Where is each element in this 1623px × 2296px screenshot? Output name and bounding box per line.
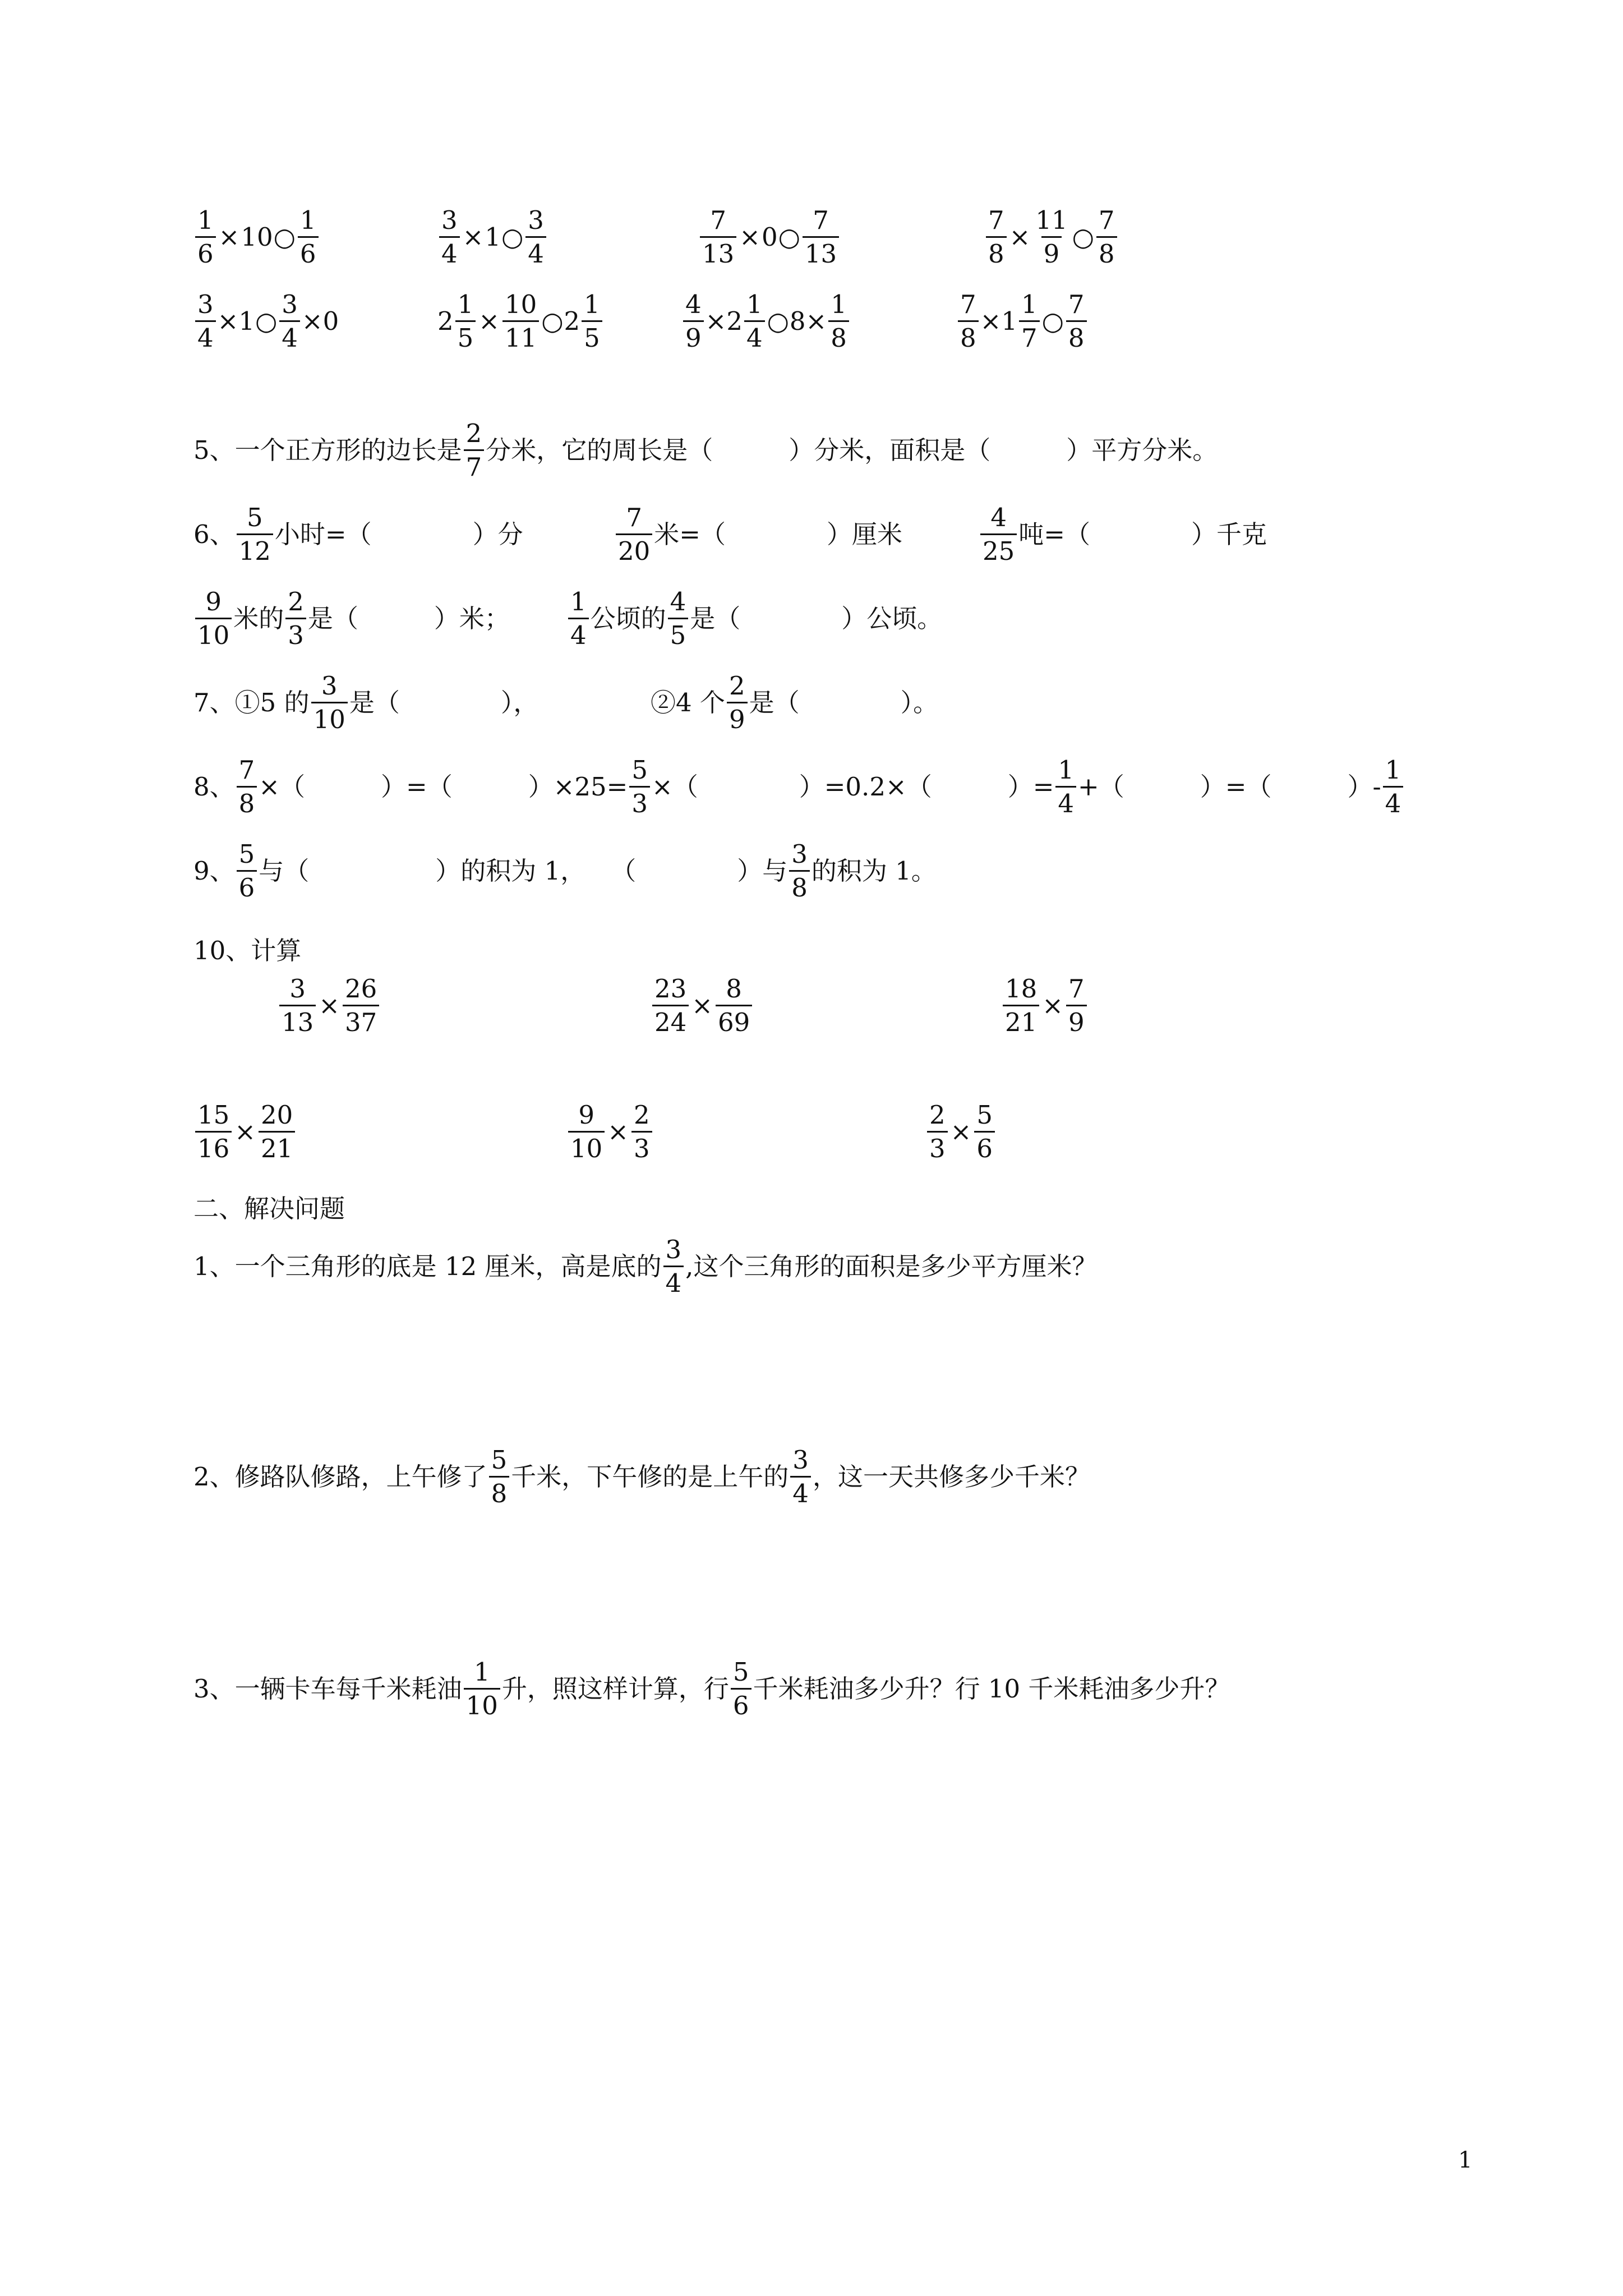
fraction: $\frac{20}{21}$	[259, 1102, 295, 1161]
fraction: $\frac{3}{4}$	[525, 208, 546, 266]
compare-row-1-expr-1: $\frac{1}{6}$ × 10 ○ $\frac{1}{6}$	[193, 208, 320, 266]
compare-row-2-expr-1: $\frac{3}{4}$ ×1 ○ $\frac{3}{4}$ ×0	[193, 292, 339, 351]
fraction: $\frac{2}{9}$	[727, 673, 748, 732]
question-7-part-2: ②4 个 $\frac{2}{9}$ 是（ ）。	[651, 671, 939, 734]
compare-row-2-expr-2: 2 $\frac{1}{5}$ × $\frac{10}{11}$ ○ 2 $\frac{1}{5}$	[437, 292, 604, 351]
page-number: 1	[1458, 2147, 1473, 2173]
fraction: $\frac{9}{10}$	[568, 1102, 605, 1161]
compare-row-1-expr-2: $\frac{3}{4}$ × 1 ○ $\frac{3}{4}$	[437, 208, 548, 266]
calc-row-1-item-3: $\frac{18}{21}$ × $\frac{7}{9}$	[1001, 976, 1089, 1035]
fraction: $\frac{5}{8}$	[489, 1447, 510, 1506]
fraction: $\frac{1}{8}$	[828, 292, 849, 351]
fraction: $\frac{2}{3}$	[927, 1102, 948, 1161]
section-2-title: 二、解决问题	[193, 1194, 345, 1223]
fraction: $\frac{2}{7}$	[464, 421, 485, 480]
compare-circle[interactable]: ○	[255, 306, 278, 336]
fraction: $\frac{7}{9}$	[1066, 976, 1087, 1035]
fraction: $\frac{4}{9}$	[683, 292, 704, 351]
question-6-line-2: $\frac{9}{10}$ 米的 $\frac{2}{3}$ 是（ ）米；	[193, 589, 510, 648]
fraction: $\frac{5}{12}$	[237, 505, 273, 564]
question-9: 9、 $\frac{5}{6}$ 与（ ）的积为 1， （ ）与 $\frac{3}{8}$ 的积为 1。	[193, 839, 937, 903]
fraction: $\frac{26}{37}$	[343, 976, 379, 1035]
compare-circle[interactable]: ○	[541, 306, 564, 336]
compare-circle[interactable]: ○	[273, 222, 296, 252]
problem-3: 3、一辆卡车每千米耗油 $\frac{1}{10}$ 升，照这样计算，行 $\frac{5}{6}$ 千米耗油多少升？行 10 千米耗油多少升？	[193, 1657, 1230, 1720]
compare-circle[interactable]: ○	[501, 222, 524, 252]
fraction: $\frac{7}{8}$	[958, 292, 979, 351]
calc-row-2-item-3: $\frac{2}{3}$ × $\frac{5}{6}$	[925, 1102, 997, 1161]
fraction: $\frac{1}{4}$	[1055, 757, 1076, 816]
fraction: $\frac{10}{11}$	[502, 292, 539, 351]
compare-row-2-expr-3: $\frac{4}{9}$ ×2 $\frac{1}{4}$ ○ 8× $\frac{1}{8}$	[681, 292, 851, 351]
fraction: $\frac{2}{3}$	[285, 589, 306, 648]
fraction: $\frac{4}{5}$	[668, 589, 689, 648]
fraction: $\frac{3}{4}$	[663, 1237, 684, 1296]
fraction: $\frac{8}{69}$	[716, 976, 752, 1035]
calc-row-2-item-1: $\frac{15}{16}$ × $\frac{20}{21}$	[193, 1102, 297, 1161]
question-10-title: 10、计算	[193, 936, 302, 965]
fraction: $\frac{5}{6}$	[974, 1102, 995, 1161]
fraction: $\frac{7}{20}$	[616, 505, 652, 564]
problem-2: 2、修路队修路，上午修了 $\frac{5}{8}$ 千米，下午修的是上午的 $\frac{3}{4}$ ，这一天共修多少千米？	[193, 1445, 1090, 1508]
question-6-line-2-part-2: $\frac{1}{4}$ 公顷的 $\frac{4}{5}$ 是（ ）公顷。	[566, 589, 942, 648]
fraction: $\frac{3}{10}$	[311, 673, 348, 732]
fraction: $\frac{9}{10}$	[195, 589, 232, 648]
fraction: $\frac{7}{13}$	[803, 208, 839, 266]
fraction: $\frac{1}{4}$	[568, 589, 589, 648]
fraction: $\frac{1}{6}$	[298, 208, 319, 266]
calc-row-1-item-1: $\frac{3}{13}$ × $\frac{26}{37}$	[278, 976, 381, 1035]
fraction: $\frac{3}{4}$	[439, 208, 460, 266]
question-6-line-1: 6、 $\frac{5}{12}$ 小时=（ ）分	[193, 503, 523, 566]
fraction: $\frac{11}{9}$	[1035, 205, 1068, 269]
fraction: $\frac{7}{8}$	[1096, 208, 1117, 266]
fraction: $\frac{3}{8}$	[789, 841, 810, 900]
fraction: $\frac{15}{16}$	[195, 1102, 232, 1161]
question-6-item-2: $\frac{7}{20}$ 米=（ ）厘米	[614, 505, 902, 564]
question-6-item-3: $\frac{4}{25}$ 吨=（ ）千克	[979, 505, 1267, 564]
question-7: 7、①5 的 $\frac{3}{10}$ 是（ ），	[193, 671, 539, 734]
fraction: $\frac{3}{4}$	[195, 292, 216, 351]
compare-circle[interactable]: ○	[1041, 306, 1064, 336]
fraction: $\frac{1}{5}$	[455, 292, 476, 351]
fraction: $\frac{3}{13}$	[279, 976, 316, 1035]
fraction: $\frac{3}{4}$	[790, 1447, 811, 1506]
fraction: $\frac{1}{10}$	[464, 1659, 500, 1718]
question-8: 8、 $\frac{7}{8}$ ×（ ）=（ ）×25= $\frac{5}{3}$ ×（ ）=0.2×（ ）= $\frac{1}{4}$ +（ ）=（ ）- $\frac{1}{4}$	[193, 757, 1405, 816]
fraction: $\frac{1}{4}$	[744, 292, 765, 351]
compare-circle[interactable]: ○	[767, 306, 789, 336]
fraction: $\frac{1}{7}$	[1019, 292, 1040, 351]
fraction: $\frac{7}{8}$	[1066, 292, 1087, 351]
fraction: $\frac{5}{3}$	[629, 757, 650, 816]
fraction: $\frac{1}{6}$	[195, 208, 216, 266]
fraction: $\frac{7}{8}$	[986, 208, 1007, 266]
problem-1: 1、一个三角形的底是 12 厘米，高是底的 $\frac{3}{4}$ ,这个三角形的面积是多少平方厘米？	[193, 1235, 1098, 1298]
fraction: $\frac{3}{4}$	[279, 292, 300, 351]
compare-row-1-expr-4: $\frac{7}{8}$ × $\frac{11}{9}$ ○ $\frac{7}{8}$	[984, 208, 1119, 266]
fraction: $\frac{1}{4}$	[1383, 757, 1404, 816]
compare-circle[interactable]: ○	[1072, 222, 1094, 252]
compare-circle[interactable]: ○	[778, 222, 800, 252]
calc-row-2-item-2: $\frac{9}{10}$ × $\frac{2}{3}$	[566, 1102, 654, 1161]
fraction: $\frac{7}{8}$	[237, 757, 257, 816]
compare-row-2-expr-4: $\frac{7}{8}$ ×1 $\frac{1}{7}$ ○ $\frac{7}{8}$	[956, 292, 1089, 351]
fraction: $\frac{1}{5}$	[582, 292, 602, 351]
fraction: $\frac{23}{24}$	[652, 976, 689, 1035]
fraction: $\frac{2}{3}$	[631, 1102, 652, 1161]
calc-row-1-item-2: $\frac{23}{24}$ × $\frac{8}{69}$	[651, 976, 754, 1035]
fraction: $\frac{7}{13}$	[700, 208, 736, 266]
fraction: $\frac{5}{6}$	[237, 841, 257, 900]
fraction: $\frac{4}{25}$	[980, 505, 1017, 564]
fraction: $\frac{18}{21}$	[1003, 976, 1039, 1035]
question-5: 5、一个正方形的边长是 $\frac{2}{7}$ 分米，它的周长是（ ）分米，面积是（ ）平方分米。	[193, 418, 1218, 482]
fraction: $\frac{5}{6}$	[731, 1659, 751, 1718]
compare-row-1-expr-3: $\frac{7}{13}$ × 0 ○ $\frac{7}{13}$	[698, 208, 841, 266]
